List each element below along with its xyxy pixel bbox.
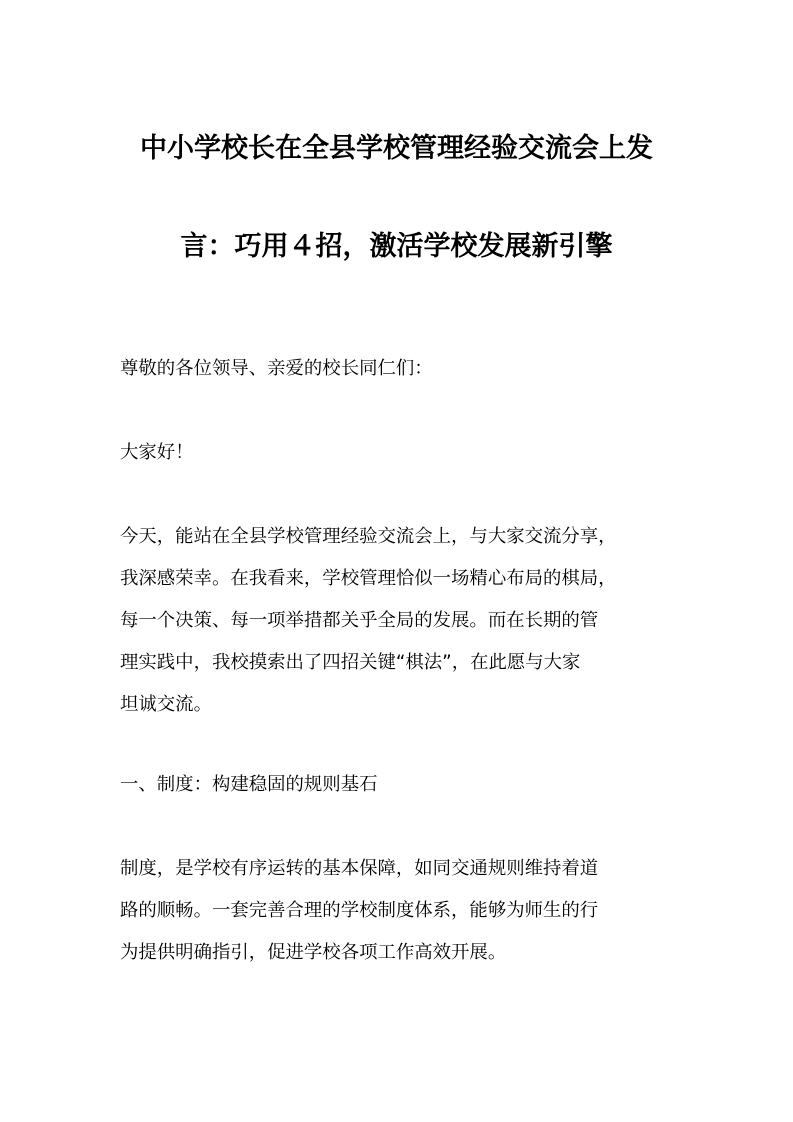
greeting-text: 大家好！ (120, 442, 194, 463)
section-heading-text: 一、制度：构建稳固的规则基石 (120, 774, 378, 795)
salutation-text: 尊敬的各位领导、亲爱的校长同仁们： (120, 358, 433, 379)
intro-line: 今天，能站在全县学校管理经验交流会上，与大家交流分享， (120, 526, 617, 547)
intro-line: 我深感荣幸。在我看来，学校管理恰似一场精心布局的棋局， (120, 568, 617, 589)
document-title-line-2: 言：巧用４招，激活学校发展新引擎 (180, 231, 613, 262)
section-body-line: 为提供明确指引，促进学校各项工作高效开展。 (120, 942, 507, 963)
intro-line: 坦诚交流。 (120, 694, 212, 715)
document-title-line-1: 中小学校长在全县学校管理经验交流会上发 (140, 133, 653, 164)
section-body-line: 路的顺畅。一套完善合理的学校制度体系，能够为师生的行 (120, 900, 599, 921)
intro-line: 每一个决策、每一项举措都关乎全局的发展。而在长期的管 (120, 610, 599, 631)
intro-line: 理实践中，我校摸索出了四招关键“棋法”，在此愿与大家 (120, 652, 581, 673)
section-body-line: 制度，是学校有序运转的基本保障，如同交通规则维持着道 (120, 858, 599, 879)
